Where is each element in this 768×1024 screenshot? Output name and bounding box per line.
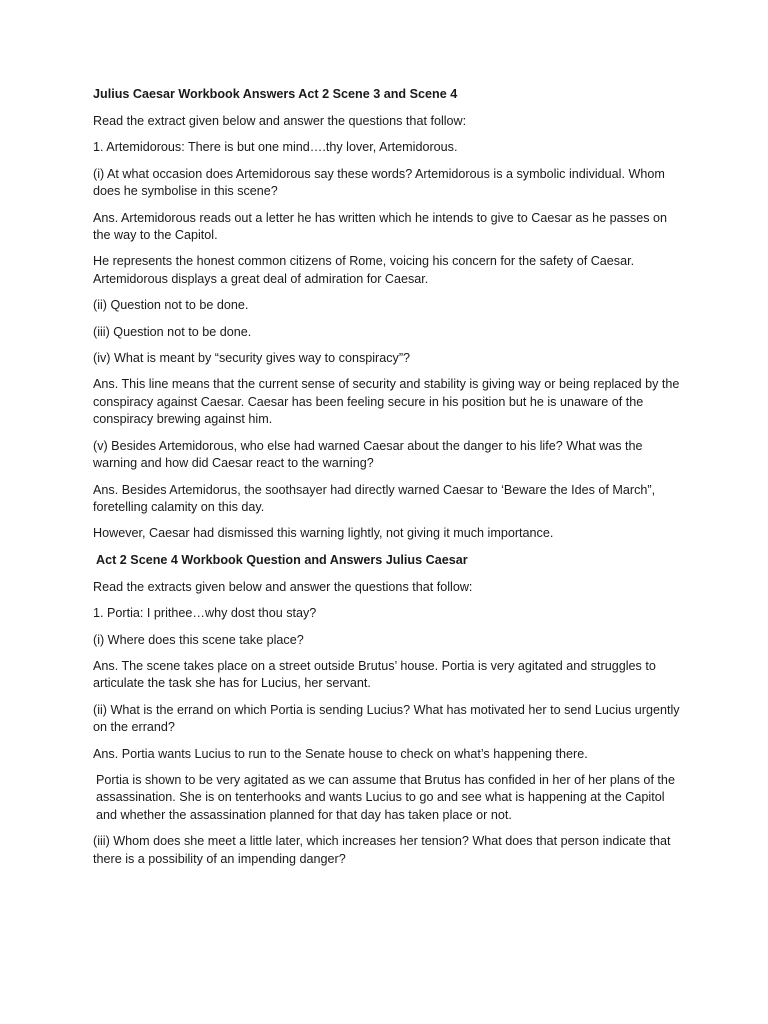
answer-text: Ans. Artemidorous reads out a letter he has written which he intends to give to Caesar as he passes on the way to the Capitol. [93, 210, 668, 243]
question-text: (i) Where does this scene take place? [93, 632, 304, 647]
document-page [93, 86, 683, 877]
question-text: (i) At what occasion does Artemidorous say these words? Artemidorous is a symbolic individual. Whom does he symbolise in this scene? [93, 166, 665, 199]
question-text: (ii) Question not to be done. [93, 298, 249, 313]
section-heading-act2-scene4: Act 2 Scene 4 Workbook Question and Answers Julius Caesar [96, 552, 468, 567]
question-text: (ii) What is the errand on which Portia is sending Lucius? What has motivated her to send Lucius urgently on the errand? [93, 702, 680, 735]
answer-text: He represents the honest common citizens of Rome, voicing his concern for the safety of Caesar. Artemidorous displays a great deal of admiration for Caesar. [93, 254, 635, 286]
answer-text: Ans. Besides Artemidorus, the soothsayer had directly warned Caesar to ‘Beware the Ides of March”, foretelling calamity on this day. [93, 482, 656, 514]
section-heading-act2-scene3: Julius Caesar Workbook Answers Act 2 Scene 3 and Scene 4 [93, 87, 458, 101]
instruction-text: Read the extract given below and answer the questions that follow: [93, 114, 467, 128]
answer-text: However, Caesar had dismissed this warning lightly, not giving it much importance. [93, 526, 554, 541]
question-text: (v) Besides Artemidorous, who else had warned Caesar about the danger to his life? What was the warning and how did Caesar react to the warning? [93, 438, 643, 471]
answer-text: Ans. The scene takes place on a street outside Brutus’ house. Portia is very agitated and struggles to articulate the task she has for Lucius, her servant. [93, 658, 656, 691]
answer-text: Ans. Portia wants Lucius to run to the Senate house to check on what’s happening there. [93, 746, 588, 761]
instruction-text: Read the extracts given below and answer the questions that follow: [93, 579, 473, 594]
answer-text: Portia is shown to be very agitated as we can assume that Brutus has confided in her of her plans of the assassination. She is on tenterhooks and wants Lucius to go and see what is happening at the Capitol and whether the assassination planned for that day has taken place or not. [96, 772, 675, 822]
question-text: (iii) Whom does she meet a little later, which increases her tension? What does that person indicate that there is a possibility of an impending danger? [93, 834, 671, 866]
extract-line: 1. Artemidorous: There is but one mind….thy lover, Artemidorous. [93, 140, 458, 155]
answer-text: Ans. This line means that the current sense of security and stability is giving way or being replaced by the conspiracy against Caesar. Caesar has been feeling secure in his position but he is unaware of the conspiracy brewing against him. [93, 377, 680, 427]
extract-line: 1. Portia: I prithee…why dost thou stay? [93, 606, 317, 621]
question-text: (iv) What is meant by “security gives way to conspiracy”? [93, 351, 411, 366]
question-text: (iii) Question not to be done. [93, 324, 252, 339]
